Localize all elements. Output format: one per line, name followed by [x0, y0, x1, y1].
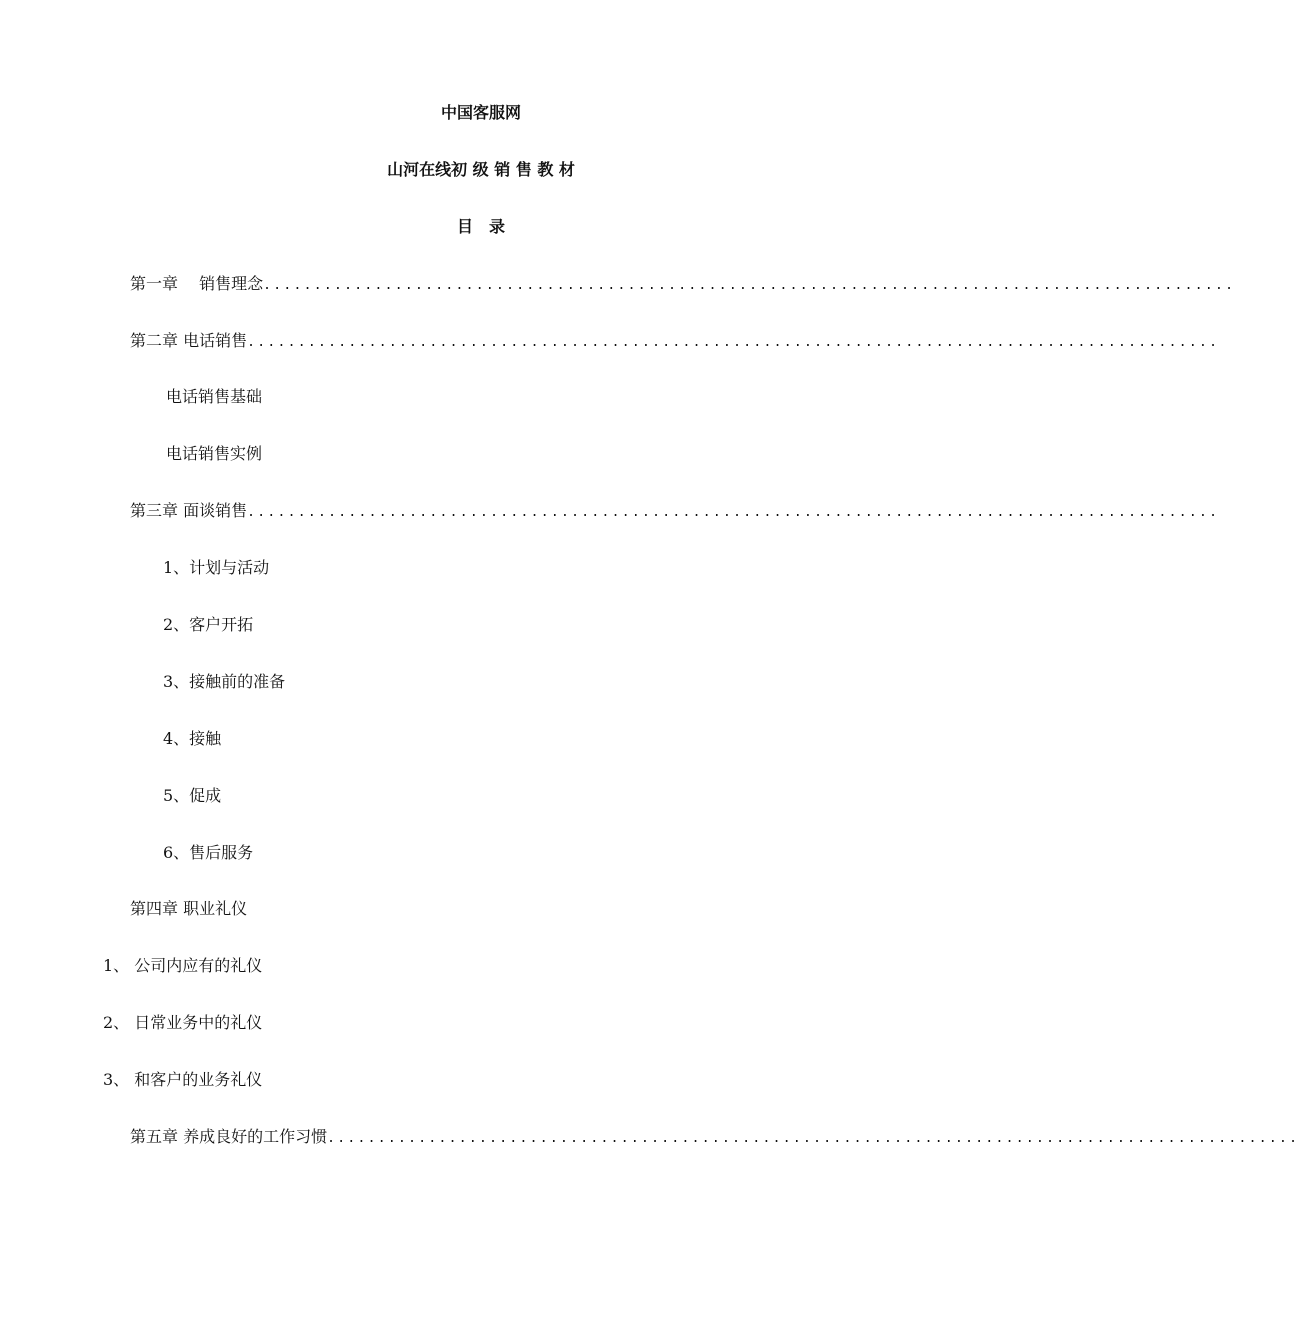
toc-entry-chapter-5	[130, 1126, 1299, 1150]
toc-subentry: 电话销售基础	[166, 387, 263, 406]
toc-entry-chapter-2	[130, 330, 1220, 354]
toc-entry-label: 第五章 养成良好的工作习惯	[130, 1127, 328, 1146]
toc-subentry: 5、促成	[163, 786, 222, 805]
toc-entry-chapter-4: 第四章 职业礼仪	[130, 899, 248, 918]
toc-entry-label: 第三章 面谈销售	[130, 501, 248, 520]
toc-entry-label: 第一章 销售理念	[130, 274, 264, 293]
toc-entry-chapter-3	[130, 500, 1220, 524]
toc-subentry: 1、 公司内应有的礼仪	[103, 956, 263, 975]
toc-subentry: 1、计划与活动	[163, 558, 270, 577]
toc-heading: 目 录	[456, 217, 505, 236]
toc-subentry: 2、客户开拓	[163, 615, 254, 634]
dot-leader: ................................................................................................	[247, 335, 1220, 350]
toc-subentry: 3、接触前的准备	[163, 672, 286, 691]
site-name: 中国客服网	[440, 103, 521, 122]
toc-entry-label: 第二章 电话销售	[130, 331, 248, 350]
toc-subentry: 6、售后服务	[163, 843, 254, 862]
dot-leader: ................................................................................................	[327, 1131, 1299, 1146]
dot-leader: ................................................................................................	[247, 505, 1220, 520]
toc-subentry: 电话销售实例	[166, 444, 263, 463]
toc-subentry: 3、 和客户的业务礼仪	[103, 1070, 263, 1089]
toc-subentry: 2、 日常业务中的礼仪	[103, 1013, 263, 1032]
toc-entry-chapter-1	[130, 273, 1236, 297]
course-title: 山河在线初 级 销 售 教 材	[387, 160, 575, 179]
dot-leader: ................................................................................................	[263, 278, 1236, 293]
toc-subentry: 4、接触	[163, 729, 222, 748]
